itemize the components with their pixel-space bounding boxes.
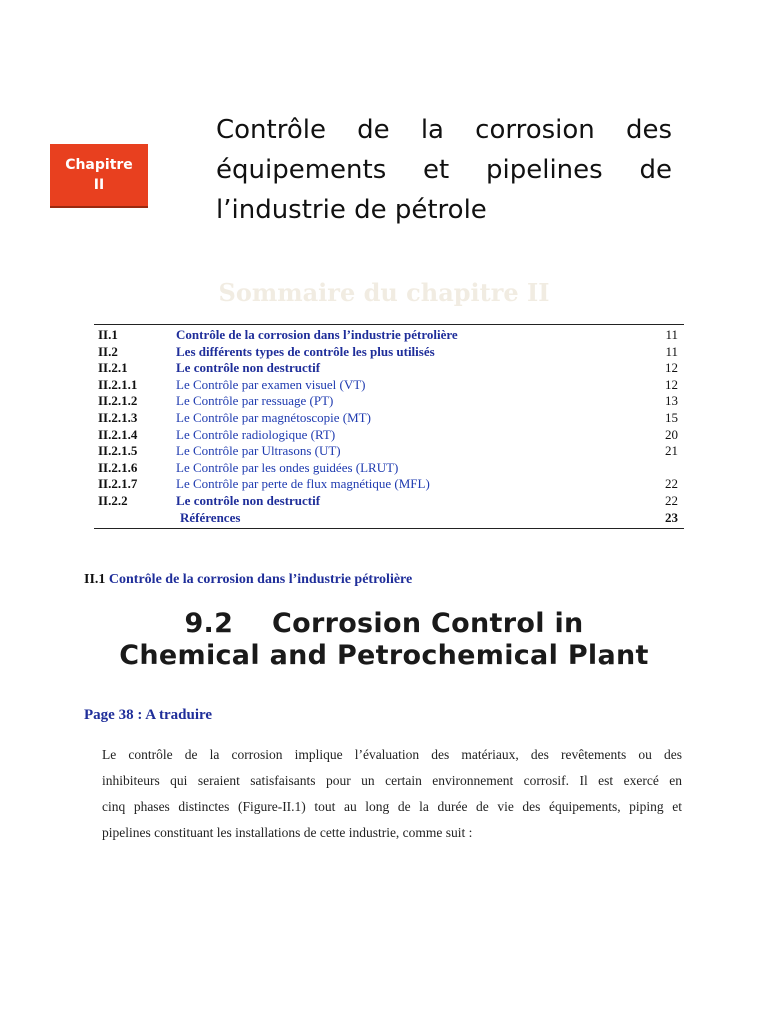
page-note: Page 38 : A traduire bbox=[84, 707, 213, 723]
english-section-title bbox=[0, 608, 768, 672]
body-line-3: cinq phases distinctes (Figure-II.1) tout au long de la durée de vie des équipements, piping et bbox=[102, 799, 682, 814]
body-line-1: Le contrôle de la corrosion implique l’évaluation des matériaux, des revêtements ou des bbox=[102, 747, 682, 762]
toc-row[interactable] bbox=[94, 410, 684, 427]
body-line-4: pipelines constituant les installations de cette industrie, comme suit : bbox=[102, 825, 473, 840]
chapter-title-line-2: équipements et pipelines de bbox=[216, 155, 672, 185]
toc-number bbox=[94, 510, 176, 527]
toc-number: II.1 bbox=[98, 327, 118, 342]
toc-label[interactable]: Le contrôle non destructif bbox=[176, 492, 321, 508]
toc-label[interactable]: Le Contrôle par examen visuel (VT) bbox=[176, 376, 366, 392]
section-heading bbox=[84, 572, 412, 588]
toc-row[interactable] bbox=[94, 344, 684, 361]
toc-page-number: 20 bbox=[665, 426, 678, 442]
english-title-line-1: 9.2 Corrosion Control in bbox=[184, 608, 584, 639]
toc-row[interactable] bbox=[94, 460, 684, 477]
toc-number: II.2.1.6 bbox=[98, 459, 138, 475]
toc-page-number: 22 bbox=[665, 492, 678, 508]
toc-number: II.2.1.7 bbox=[98, 476, 138, 492]
toc-label[interactable]: Le Contrôle radiologique (RT) bbox=[176, 426, 336, 442]
toc-page-number: 13 bbox=[665, 393, 678, 409]
toc-page-number: 22 bbox=[665, 476, 678, 492]
toc-row[interactable] bbox=[94, 377, 684, 394]
chapter-title-line-1: Contrôle de la corrosion des bbox=[216, 115, 672, 145]
toc-number: II.2.1.1 bbox=[98, 376, 138, 392]
chapter-badge bbox=[50, 144, 148, 208]
body-line-2: inhibiteurs qui seraient satisfaisants pour un certain environnement corrosif. Il est exercé en bbox=[102, 773, 682, 788]
toc-page-number: 11 bbox=[665, 327, 678, 342]
toc-label[interactable]: Le Contrôle par Ultrasons (UT) bbox=[176, 443, 341, 459]
toc-label[interactable]: Références bbox=[180, 509, 241, 525]
toc-label[interactable]: Le Contrôle par ressuage (PT) bbox=[176, 393, 334, 409]
toc-number: II.2.1.4 bbox=[98, 426, 138, 442]
toc-label[interactable]: Le Contrôle par magnétoscopie (MT) bbox=[176, 409, 371, 425]
toc-number: II.2.1.5 bbox=[98, 443, 138, 459]
toc-number: II.2.2 bbox=[98, 492, 128, 508]
toc-page-number bbox=[638, 460, 684, 477]
toc-label[interactable]: Le contrôle non destructif bbox=[176, 360, 321, 376]
toc-row[interactable] bbox=[94, 510, 684, 527]
section-label: Contrôle de la corrosion dans l’industrie pétrolière bbox=[108, 572, 413, 587]
table-of-contents bbox=[94, 324, 684, 529]
toc-page-number: 12 bbox=[665, 376, 678, 392]
chapter-badge-number: II bbox=[93, 177, 105, 193]
toc-page-number: 11 bbox=[665, 343, 678, 359]
toc-row[interactable] bbox=[94, 360, 684, 377]
toc-row[interactable] bbox=[94, 493, 684, 510]
body-paragraph bbox=[102, 742, 682, 846]
toc-number: II.2.1.2 bbox=[98, 393, 138, 409]
toc-page-number: 12 bbox=[665, 360, 678, 376]
summary-heading: Sommaire du chapitre II bbox=[218, 278, 550, 307]
toc-label[interactable]: Le Contrôle par perte de flux magnétique (MFL) bbox=[176, 476, 430, 492]
chapter-title-line-3: l’industrie de pétrole bbox=[216, 195, 487, 225]
toc-number: II.2 bbox=[98, 343, 118, 359]
toc-row[interactable] bbox=[94, 443, 684, 460]
toc-row[interactable] bbox=[94, 476, 684, 493]
english-title-line-2: Chemical and Petrochemical Plant bbox=[119, 640, 649, 671]
toc-label[interactable]: Le Contrôle par les ondes guidées (LRUT) bbox=[176, 459, 399, 475]
toc-row[interactable] bbox=[94, 427, 684, 444]
toc-label[interactable]: Les différents types de contrôle les plus utilisés bbox=[176, 343, 435, 359]
toc-number: II.2.1.3 bbox=[98, 409, 138, 425]
toc-label[interactable]: Contrôle de la corrosion dans l’industrie pétrolière bbox=[176, 327, 458, 342]
toc-number: II.2.1 bbox=[98, 360, 128, 376]
toc-page-number: 23 bbox=[665, 509, 678, 525]
section-number: II.1 bbox=[84, 572, 106, 587]
toc-row[interactable] bbox=[94, 327, 684, 344]
toc-page-number: 15 bbox=[665, 409, 678, 425]
chapter-badge-label: Chapitre bbox=[65, 157, 133, 173]
chapter-title bbox=[216, 110, 672, 230]
toc-row[interactable] bbox=[94, 393, 684, 410]
toc-page-number: 21 bbox=[665, 443, 678, 459]
